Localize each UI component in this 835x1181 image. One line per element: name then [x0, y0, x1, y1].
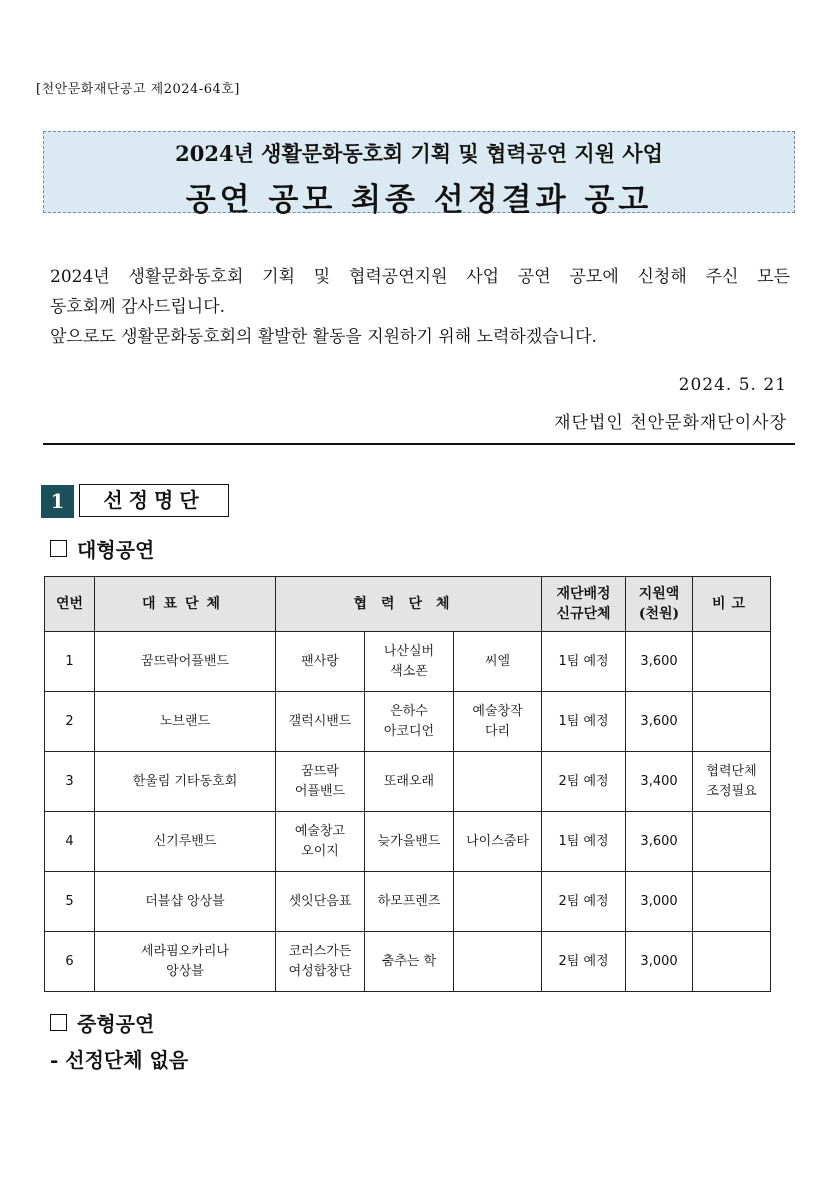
- header-partners: 협력단체: [276, 577, 542, 632]
- header-no: 연번: [45, 577, 95, 632]
- table-row: [45, 632, 771, 692]
- cell-partner-2-line: 하모프렌즈: [377, 893, 441, 909]
- intro-word: 및: [313, 267, 331, 287]
- cell-lead: [95, 932, 276, 992]
- cell-note: [693, 872, 771, 932]
- intro-line-3: 앞으로도 생활문화동호회의 활발한 활동을 지원하기 위해 노력하겠습니다.: [50, 327, 597, 347]
- cell-partner-1: [276, 692, 365, 752]
- intro-paragraph: [50, 262, 790, 352]
- cell-amount: 3,400: [626, 752, 693, 812]
- cell-partner-3: [454, 752, 542, 812]
- cell-lead: [95, 872, 276, 932]
- cell-partner-3: [454, 932, 542, 992]
- cell-partner-2-line: 은하수: [390, 703, 428, 719]
- cell-partner-3-line: 예술창작: [472, 703, 523, 719]
- header-note: 비고: [693, 577, 771, 632]
- header-amount-line2: (천원): [638, 606, 680, 622]
- signer: 재단법인 천안문화재단이사장: [554, 413, 787, 433]
- cell-partner-2: [365, 812, 454, 872]
- document-title: 공연 공모 최종 선정결과 공고: [185, 182, 653, 218]
- cell-partner-2: [365, 872, 454, 932]
- cell-partner-1-line: 코러스가든: [288, 943, 352, 959]
- medium-performance-heading: [50, 1008, 154, 1037]
- cell-lead-line: 꿈뜨락어플밴드: [141, 653, 229, 669]
- section-number: 1: [41, 485, 74, 518]
- cell-lead: [95, 632, 276, 692]
- cell-partner-3: [454, 692, 542, 752]
- cell-partner-2: [365, 752, 454, 812]
- cell-partner-3-line: 나이스줌타: [466, 833, 529, 849]
- cell-partner-1: [276, 752, 365, 812]
- cell-partner-3: [454, 872, 542, 932]
- intro-word: 주신: [705, 267, 739, 287]
- cell-partner-1-line: 어플밴드: [294, 783, 346, 799]
- cell-amount: 3,000: [626, 932, 693, 992]
- cell-partner-2-line: 나산실버: [383, 643, 435, 659]
- cell-partner-1-line: 셋잇단음표: [288, 893, 352, 909]
- cell-partner-3-line: 다리: [484, 723, 511, 739]
- cell-new-teams: 2팀 예정: [542, 872, 626, 932]
- header-new-line1: 재단배정: [556, 586, 611, 602]
- cell-partner-1: [276, 812, 365, 872]
- cell-note: [693, 752, 771, 812]
- medium-heading-label: 중형공연: [77, 1012, 155, 1036]
- notice-number: [천안문화재단공고 제2024-64호]: [36, 82, 240, 97]
- cell-lead-line: 세라핌오카리나: [141, 943, 229, 959]
- cell-new-teams: 1팀 예정: [542, 692, 626, 752]
- cell-lead: [95, 692, 276, 752]
- header-new: [542, 577, 626, 632]
- cell-new-teams: 1팀 예정: [542, 632, 626, 692]
- header-amount-line1: 지원액: [638, 586, 680, 602]
- cell-partner-1: [276, 932, 365, 992]
- intro-word: 공연: [517, 267, 551, 287]
- large-performance-heading: [50, 534, 154, 563]
- table-row: [45, 812, 771, 872]
- cell-note-line: 협력단체: [706, 763, 757, 779]
- cell-note: [693, 812, 771, 872]
- table-row: [45, 692, 771, 752]
- cell-amount: 3,600: [626, 812, 693, 872]
- cell-lead-line: 더블샵 앙상블: [145, 893, 225, 909]
- large-heading-label: 대형공연: [77, 538, 155, 562]
- cell-partner-2: [365, 632, 454, 692]
- cell-new-teams: 2팀 예정: [542, 752, 626, 812]
- cell-amount: 3,600: [626, 632, 693, 692]
- intro-word: 2024년: [50, 267, 110, 287]
- cell-note: [693, 692, 771, 752]
- cell-new-teams: 2팀 예정: [542, 932, 626, 992]
- cell-no: 5: [45, 872, 95, 932]
- intro-word: 기획: [262, 267, 296, 287]
- intro-line-1: [50, 262, 790, 292]
- cell-amount: 3,600: [626, 692, 693, 752]
- intro-word: 모든: [757, 267, 790, 287]
- document-subtitle: 2024년 생활문화동호회 기획 및 협력공연 지원 사업: [175, 141, 663, 166]
- cell-lead-line: 앙상블: [166, 963, 204, 979]
- intro-line-2: 동호회께 감사드립니다.: [50, 297, 226, 317]
- section-title: 선정명단: [79, 484, 229, 517]
- cell-no: 1: [45, 632, 95, 692]
- cell-partner-2-line: 아코디언: [383, 723, 435, 739]
- cell-lead-line: 신기루밴드: [153, 833, 217, 849]
- header-lead: 대표단체: [95, 577, 276, 632]
- cell-lead-line: 한울림 기타동호회: [132, 773, 238, 789]
- checkbox-icon: [50, 1014, 67, 1031]
- header-amount: [626, 577, 693, 632]
- cell-partner-1: [276, 872, 365, 932]
- cell-partner-1: [276, 632, 365, 692]
- cell-partner-3: [454, 632, 542, 692]
- cell-partner-1-line: 팬사랑: [301, 653, 339, 669]
- cell-no: 6: [45, 932, 95, 992]
- header-new-line2: 신규단체: [556, 606, 611, 622]
- cell-partner-2-line: 색소폰: [390, 663, 428, 679]
- intro-word: 공모에: [569, 267, 619, 287]
- intro-word: 사업: [466, 267, 500, 287]
- table-header-row: [45, 577, 771, 632]
- cell-partner-2-line: 또래오래: [383, 773, 435, 789]
- cell-partner-1-line: 꿈뜨락: [301, 763, 339, 779]
- cell-partner-2-line: 늦가을밴드: [377, 833, 441, 849]
- cell-partner-2: [365, 932, 454, 992]
- cell-partner-1-line: 예술창고: [294, 823, 346, 839]
- cell-new-teams: 1팀 예정: [542, 812, 626, 872]
- cell-partner-1-line: 여성합창단: [288, 963, 352, 979]
- cell-partner-1-line: 오이지: [301, 843, 339, 859]
- cell-lead: [95, 812, 276, 872]
- cell-no: 4: [45, 812, 95, 872]
- cell-lead: [95, 752, 276, 812]
- intro-word: 생활문화동호회: [128, 267, 244, 287]
- cell-amount: 3,000: [626, 872, 693, 932]
- table-row: [45, 752, 771, 812]
- divider: [43, 443, 795, 445]
- cell-partner-1-line: 갤럭시밴드: [288, 713, 352, 729]
- table-row: [45, 872, 771, 932]
- cell-no: 3: [45, 752, 95, 812]
- notice-date: 2024. 5. 21: [678, 375, 787, 395]
- intro-word: 협력공연지원: [348, 267, 448, 287]
- intro-word: 신청해: [637, 267, 687, 287]
- large-performance-table: [44, 576, 771, 992]
- table-row: [45, 932, 771, 992]
- cell-note: [693, 932, 771, 992]
- cell-partner-3: [454, 812, 542, 872]
- checkbox-icon: [50, 540, 67, 557]
- cell-no: 2: [45, 692, 95, 752]
- title-box: [43, 131, 795, 218]
- cell-lead-line: 노브랜드: [159, 713, 211, 729]
- cell-note-line: 조정필요: [706, 783, 757, 799]
- cell-partner-3-line: 씨엘: [484, 653, 511, 669]
- cell-partner-2: [365, 692, 454, 752]
- cell-partner-2-line: 춤추는 학: [381, 953, 437, 969]
- no-selection-text: - 선정단체 없음: [50, 1048, 189, 1072]
- cell-note: [693, 632, 771, 692]
